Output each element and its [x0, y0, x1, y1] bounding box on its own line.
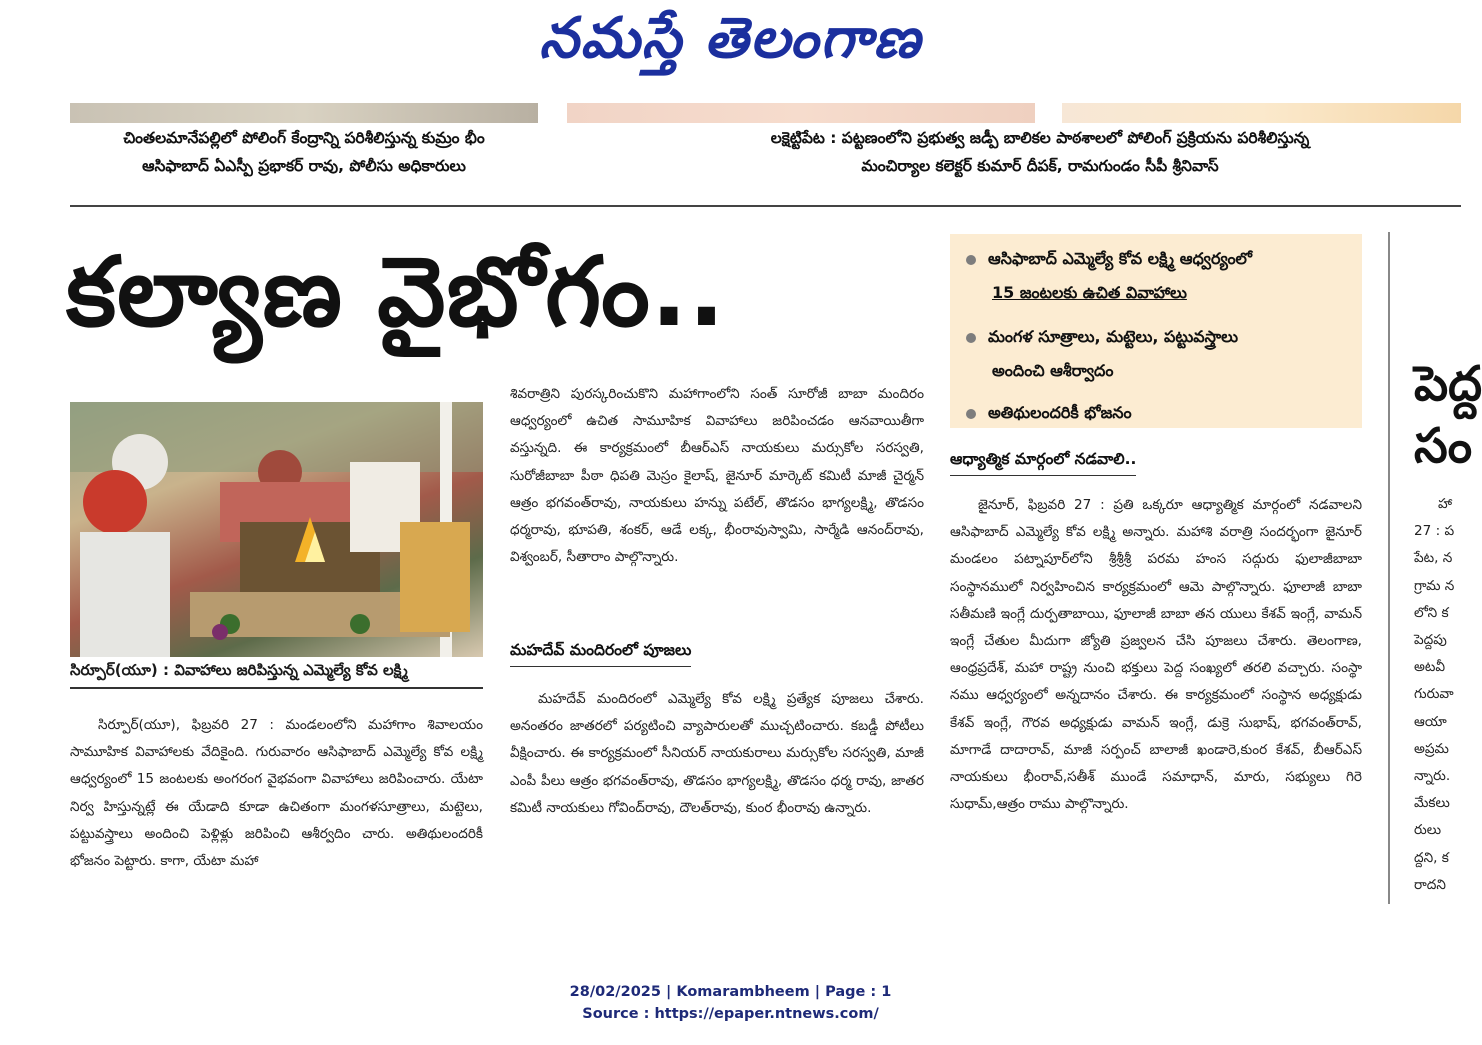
side-article-column: [1414, 491, 1461, 899]
caption-line: లక్షెట్టిపేట : పట్టణంలోని ప్రభుత్వ జడ్పీ బాలికల పాఠశాలలో పోలింగ్ ప్రక్రియను పరిశీలిస్తున్న: [770, 129, 1310, 147]
article-paragraph: శివరాత్రిని పురస్కరించుకొని మహాగాంలోని సంత్ సూరోజీ బాబా మందిరం ఆధ్వర్యంలో ఉచిత సామూహిక వివాహాలు జరిపించడం ఆనవాయితీగా వస్తున్నది. ఈ కార్యక్రమంలో బీఆర్ఎస్ నాయకులు మర్సుకోల సరస్వతి, సురోజీబాబా పీఠా ధిపతి మెస్రం కైలాష్, జైనూర్ మార్కెట్ కమిటీ మాజీ చైర్మన్ ఆత్రం భగవంత్‌రావు, నాయకులు హన్ను పటేల్, తొడసం భాగ్యలక్ష్మి, తొడసం ధర్మరావు, భూపతి, శంకర్, ఆడే లక్క, భీంరావుస్వామి, సార్మేడి ఆనంద్‌రావు, విశ్వంబర్, సీతారాం పాల్గొన్నారు.: [510, 386, 924, 566]
highlight-item: [966, 242, 1252, 310]
side-line: లోని క: [1414, 604, 1449, 621]
photo-illustration: [70, 402, 483, 657]
caption-line: ఆసిఫాబాద్ ఏఎస్పీ ప్రభాకర్ రావు, పోలీసు అధికారులు: [142, 157, 466, 175]
side-line: ద్దని, క: [1414, 849, 1449, 866]
column-divider: [1388, 232, 1390, 904]
side-line: గ్రామ న: [1414, 577, 1455, 594]
side-line: రాదని: [1414, 876, 1446, 893]
article-paragraph: జైనూర్, ఫిబ్రవరి 27 : ప్రతి ఒక్కరూ ఆధ్యాత్మిక మార్గంలో నడవాలని ఆసిఫాబాద్ ఎమ్మెల్యే కోవ లక్ష్మి అన్నారు. మహాశి వరాత్రి సందర్భంగా జైనూర్ మండలం పట్నాపూర్‌లోని శ్రీశ్రీశ్రీ పరమ హంస సద్గురు ఫులాజీబాబా సంస్థానములో నిర్వహించిన కార్యక్రమంలో ఆమె పాల్గొన్నారు. ఫూలాజీ బాబా సతీమణి ఇంగ్లే దుర్పతాబాయి, ఫూలాజీ బాబా తన యులు కేశవ్ ఇంగ్లే, వామన్ ఇంగ్లే చేతుల మీదుగా జ్యోతి ప్రజ్వలన చేసి పూజలు చేశారు. తెలంగాణ, ఆంధ్రప్రదేశ్, మహా రాష్ట్ర నుంచి భక్తులు పెద్ద సంఖ్యలో తరలి వచ్చారు. సంస్థా నము ఆధ్వర్యంలో అన్నదానం చేశారు. ఈ కార్యక్రమంలో సంస్థాన అధ్యక్షుడు కేశవ్ ఇంగ్లే, గౌరవ అధ్యక్షుడు వామన్ ఇంగ్లే, డుక్రె సుభాష్, భగవంత్‌రావ్, మాగాడే దాదారావ్, మాజీ సర్పంచ్ బాలాజీ ఖండారె,కుంర కేశవ్, బీఆర్ఎస్ నాయకులు భీంరావ్,సతీశ్ ముండే సమాధాన్, మారు, సభ్యులు గిరె సుధామ్,ఆత్రం రాము పాల్గొన్నారు.: [950, 497, 1362, 813]
highlight-line: మంగళ సూత్రాలు, మట్టెలు, పట్టువస్త్రాలు: [988, 327, 1239, 346]
article-column-3: [950, 492, 1362, 818]
article-paragraph: మహదేవ్ మందిరంలో ఎమ్మెల్యే కోవ లక్ష్మి ప్రత్యేక పూజలు చేశారు. అనంతరం జాతరలో పర్యటించి వ్యాపారులతో ముచ్చటించారు. కబడ్డీ పోటీలు వీక్షించారు. ఈ కార్యక్రమంలో సీనియర్ నాయకురాలు మర్సుకోల సరస్వతి, మాజీ ఎంపీ పీలు ఆత్రం భగవంత్‌రావు, తొడసం భాగ్యలక్ష్మి, తొడసం ధర్మ రావు, జాతర కమిటీ నాయకులు గోవింద్‌రావు, దౌలత్‌రావు, కుంర భీంరావు ఉన్నారు.: [510, 691, 924, 816]
section-divider: [70, 205, 1461, 207]
side-line: అప్రమ: [1414, 740, 1449, 757]
side-line: రులు: [1414, 822, 1442, 839]
article-column-2b: [510, 686, 924, 822]
top-photo-strip-right: [567, 103, 1035, 123]
side-line: అటవీ: [1414, 659, 1446, 676]
highlight-item: [966, 396, 1132, 430]
bullet-icon: [966, 409, 976, 419]
caption-line: చింతలమానేపల్లిలో పోలింగ్ కేంద్రాన్ని పరిశీలిస్తున్న కుమ్రం భీం: [123, 129, 485, 147]
article-column-2: [510, 381, 924, 571]
footer-date-line: 28/02/2025 | Komarambheem | Page : 1: [569, 984, 892, 1000]
subheading-spiritual: ఆధ్యాత్మిక మార్గంలో నడవాలి..: [950, 450, 1136, 476]
bullet-icon: [966, 333, 976, 343]
highlight-line: అతిథులందరికీ భోజనం: [988, 403, 1132, 422]
page-headline: కల్యాణ వైభోగం..: [66, 236, 726, 348]
side-line: ఆయా: [1414, 713, 1447, 730]
side-line: పేట, న: [1414, 550, 1453, 567]
side-line: హా: [1438, 496, 1453, 512]
side-line: పెద్దపు: [1414, 632, 1447, 649]
highlights-box: [950, 234, 1362, 428]
top-caption-right: [650, 124, 1430, 180]
side-line: న్నారు.: [1414, 768, 1451, 785]
side-line: గురువా: [1414, 686, 1454, 703]
article-paragraph: సిర్పూర్(యూ), ఫిబ్రవరి 27 : మండలంలోని మహాగాం శివాలయం సామూహిక వివాహాలకు వేదికైంది. గురువారం ఆసిఫాబాద్ ఎమ్మెల్యే కోవ లక్ష్మి ఆధ్వర్యంలో 15 జంటలకు అంగరంగ వైభవంగా వివాహాలు జరిపించారు. యేటా నిర్వ హిస్తున్నట్లే ఈ యేడాది కూడా ఉచితంగా మంగళసూత్రాలు, మట్టెలు, పట్టువస్త్రాలు అందించి పెళ్లిళ్లు జరిపించి ఆశీర్వదిం చారు. అతిథులందరికీ భోజనం పెట్టారు. కాగా, యేటా మహా: [70, 717, 483, 870]
article-column-1: [70, 712, 483, 875]
footer-source-line: Source : https://epaper.ntnews.com/: [582, 1006, 879, 1022]
highlight-line: అందించి ఆశీర్వాదం: [992, 361, 1114, 380]
highlight-line: 15 జంటలకు ఉచిత వివాహాలు: [992, 283, 1187, 302]
side-headline-line: పెద్ద: [1414, 356, 1482, 412]
highlight-item: [966, 320, 1238, 388]
top-caption-left: [70, 124, 538, 180]
subheading-mahadev: మహదేవ్ మందిరంలో పూజలు: [510, 641, 691, 667]
wedding-ceremony-photo: [70, 402, 483, 657]
side-headline-line: సం: [1414, 418, 1473, 474]
bullet-icon: [966, 255, 976, 265]
top-photo-strip-left: [70, 103, 538, 123]
side-line: 27 : ప: [1414, 523, 1455, 540]
caption-line: మంచిర్యాల కలెక్టర్ కుమార్ దీపక్, రామగుండం సీపీ శ్రీనివాస్: [861, 157, 1219, 175]
photo-caption: సిర్పూర్(యూ) : వివాహాలు జరిపిస్తున్న ఎమ్మెల్యే కోవ లక్ష్మి: [70, 661, 483, 689]
top-photo-strip-far-right: [1062, 103, 1461, 123]
side-line: మేకలు: [1414, 795, 1450, 812]
masthead-logo: నమస్తే తెలంగాణ: [539, 6, 922, 71]
highlight-line: ఆసిఫాబాద్ ఎమ్మెల్యే కోవ లక్ష్మి ఆధ్వర్యంలో: [988, 249, 1253, 268]
